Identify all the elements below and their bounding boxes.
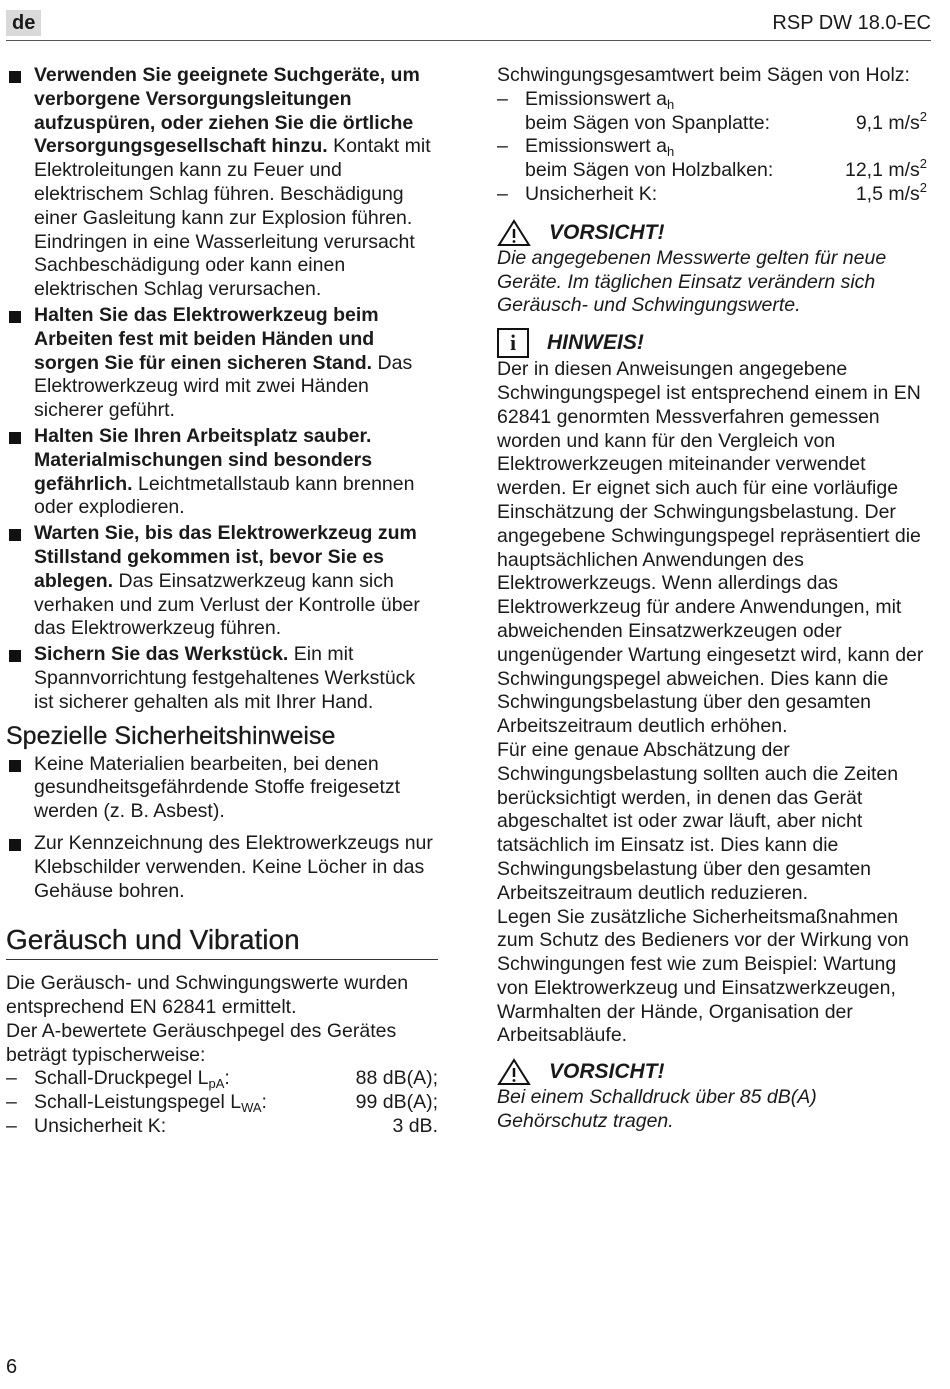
page-number: 6: [6, 1356, 18, 1378]
special-safety-heading: Spezielle Sicherheitshinweise: [6, 721, 336, 750]
safety-bullet: Sichern Sie das Werkstück. Ein mit Spannvorrichtung festgehaltenes Werkstück ist sicherer gehalten als mit Ihrer Hand.: [6, 643, 438, 714]
note-title: HINWEIS!: [547, 331, 644, 355]
special-bullet: Keine Materialien bearbeiten, bei denen gesundheitsgefährdende Stoffe freigesetzt werden (z. B. Asbest).: [6, 753, 438, 824]
vibration-uncertainty: – Unsicherheit K: 1,5 $m/s^2$: [497, 183, 927, 207]
vibration-intro: Schwingungsgesamtwert beim Sägen von Holz:: [497, 64, 910, 86]
noise-row: – Schall-Druckpegel $L_{pA}$: 88 dB(A);: [6, 1067, 438, 1091]
right-column: [497, 64, 927, 1134]
vibration-row: – Emissionswert $a_h$ beim Sägen von Holzbalken: 12,1 $m/s^2$: [497, 135, 927, 183]
caution-heading: [497, 219, 927, 247]
special-bullet: Zur Kennzeichnung des Elektrowerkzeugs nur Klebschilder verwenden. Keine Löcher in das Gehäuse bohren.: [6, 832, 438, 903]
caution-heading: [497, 1058, 927, 1086]
page-header: [6, 8, 931, 41]
vibration-row: – Emissionswert $a_h$ beim Sägen von Spanplatte: 9,1 $m/s^2$: [497, 88, 927, 136]
noise-row: – Schall-Leistungspegel $L_{WA}$: 99 dB(A);: [6, 1091, 438, 1115]
note-heading: [497, 328, 927, 358]
noise-intro-2: Der A-bewertete Geräuschpegel des Gerätes beträgt typischerweise:: [6, 1019, 397, 1066]
info-box-icon: i: [497, 328, 529, 358]
left-column: [6, 64, 438, 1139]
safety-bullet: Warten Sie, bis das Elektrowerkzeug zum Stillstand gekommen ist, bevor Sie es ablegen. Das Einsatzwerkzeug kann sich verhaken und zum Verlust der Kontrolle über das Elektrowerkzeug führen.: [6, 522, 438, 641]
note-paragraph: Für eine genaue Abschätzung der Schwingungsbelastung sollten auch die Zeiten berücksichtigt werden, in denen das Gerät abgeschaltet ist oder zwar läuft, aber nicht tatsächlich im Einsatz ist. Dies kann die Schwingungsbelastung über den gesamten Arbeitszeitraum deutlich reduzieren.: [497, 738, 899, 904]
noise-intro: Die Geräusch- und Schwingungswerte wurden entsprechend EN 62841 ermittelt.: [6, 972, 409, 1019]
model-name: RSP DW 18.0-EC: [772, 12, 931, 34]
caution-title: VORSICHT!: [549, 1060, 665, 1084]
note-paragraph: Legen Sie zusätzliche Sicherheitsmaßnahmen zum Schutz des Bedieners vor der Wirkung von Schwingungen fest wie zum Beispiel: Wartung von Elektrowerkzeug und Einsatzwerkzeugen, Warmhalten der Hände, Organisation der Arbeitsabläufe.: [497, 905, 909, 1047]
warning-triangle-icon: [497, 219, 531, 247]
caution-text: Bei einem Schalldruck über 85 dB(A) Gehörschutz tragen.: [497, 1086, 817, 1133]
noise-row: – Unsicherheit K: 3 dB.: [6, 1115, 438, 1139]
safety-bullet: Verwenden Sie geeignete Suchgeräte, um verborgene Versorgungsleitungen aufzuspüren, oder ziehen Sie die örtliche Versorgungsgesellschaft hinzu. Kontakt mit Elektroleitungen kann zu Feuer und elektrischem Schlag führen. Beschädigung einer Gasleitung kann zur Explosion führen. Eindringen in eine Wasserleitung verursacht Sachbeschädigung oder kann einen elektrischen Schlag verursachen.: [6, 64, 438, 302]
safety-bullet: Halten Sie das Elektrowerkzeug beim Arbeiten fest mit beiden Händen und sorgen Sie für einen sicheren Stand. Das Elektrowerkzeug wird mit zwei Händen sicherer geführt.: [6, 304, 438, 423]
safety-bullet: Halten Sie Ihren Arbeitsplatz sauber. Materialmischungen sind besonders gefährlich. Leichtmetallstaub kann brennen oder explodieren.: [6, 425, 438, 520]
caution-title: VORSICHT!: [549, 220, 665, 244]
warning-triangle-icon: [497, 1058, 531, 1086]
note-paragraph: Der in diesen Anweisungen angegebene Schwingungspegel ist entsprechend einem in EN 62841 genormten Messverfahren gemessen worden und kann für den Vergleich von Elektrowerkzeugen miteinander verwendet werden. Er eignet sich auch für eine vorläufige Einschätzung der Schwingungsbelastung. Der angegebene Schwingungspegel repräsentiert die hauptsächlichen Anwendungen des Elektrowerkzeugs. Wenn allerdings das Elektrowerkzeug für andere Anwendungen, mit abweichenden Einsatzwerkzeugen oder ungenügender Wartung eingesetzt wird, kann der Schwingungspegel abweichen. Dies kann die Schwingungsbelastung über den gesamten Arbeitszeitraum deutlich erhöhen.: [497, 358, 924, 738]
caution-text: Die angegebenen Messwerte gelten für neue Geräte. Im täglichen Einsatz verändern sich Geräusch- und Schwingungswerte.: [497, 246, 887, 317]
noise-vibration-heading: Geräusch und Vibration: [6, 923, 438, 960]
language-tag: de: [6, 10, 41, 36]
